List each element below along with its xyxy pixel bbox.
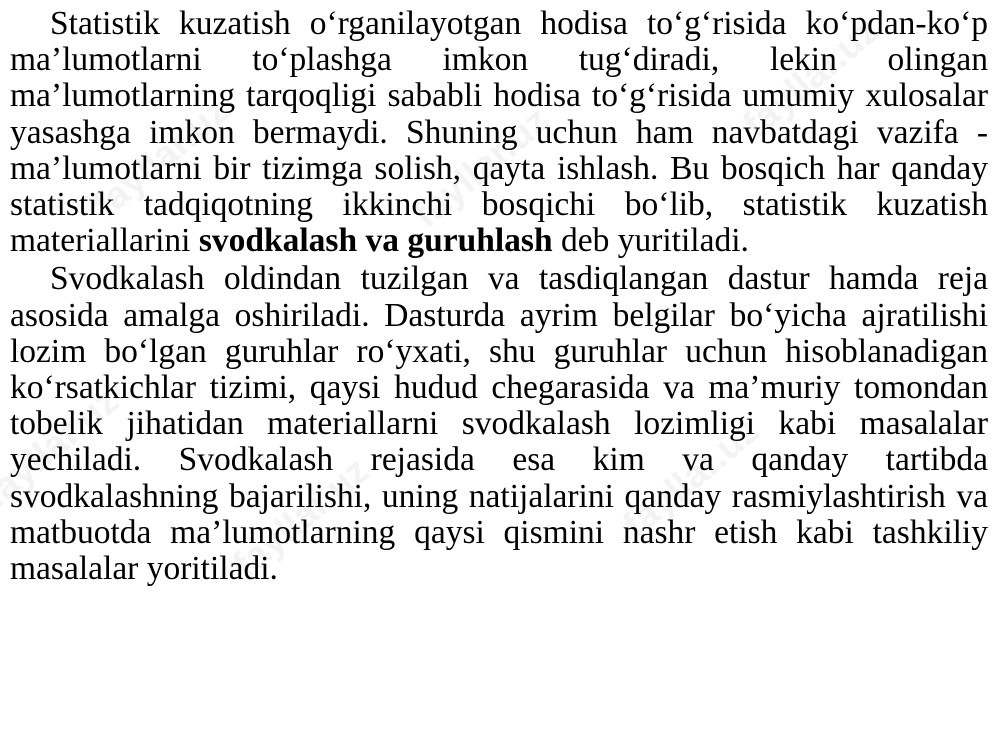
paragraph-1-text-end: deb yuritiladi. (552, 222, 749, 260)
paragraph-1 (10, 6, 988, 259)
paragraph-1-text: Statistik kuzatish o‘rganilayotgan hodisa to‘g‘risida ko‘pdan-ko‘p ma’lumotlarni to‘plashga imkon tug‘diradi, lekin olingan ma’lumotlarning tarqoqligi sababli hodisa to‘g‘risida umumiy xulosalar yasashga imkon bermaydi. Shuning uchun ham navbatdagi vazifa - ma’lumotlarni bir tizimga solish, qayta ishlash. Bu bosqich har qanday statistik tadqiqotning ikkinchi bosqichi bo‘lib, statistik kuzatish materiallarini (10, 5, 988, 260)
paragraph-1-bold-term: svodkalash va guruhlash (198, 222, 553, 260)
paragraph-2: Svodkalash oldindan tuzilgan va tasdiqlangan dastur hamda reja asosida amalga oshiriladi. Dasturda ayrim belgilar bo‘yicha ajratilishi lozim bo‘lgan guruhlar ro‘yxati, shu guruhlar uchun hisoblanadigan ko‘rsatkichlar tizimi, qaysi hudud chegarasida va ma’muriy tomondan tobelik jihatidan materiallarni svodkalash lozimligi kabi masalalar yechiladi. Svodkalash rejasida esa kim va qanday tartibda svodkalashning bajarilishi, uning natijalarini qanday rasmiylashtirish va matbuotda ma’lumotlarning qaysi qismini nashr etish kabi tashkiliy masalalar yoritiladi. (10, 260, 988, 588)
